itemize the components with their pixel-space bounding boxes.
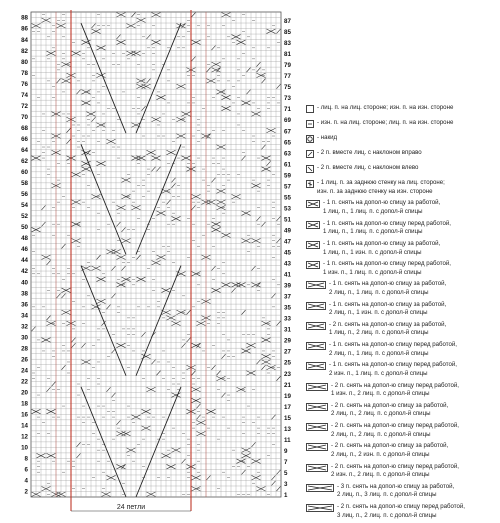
cable-3-3-right-icon bbox=[306, 484, 334, 492]
row-number-right: 87 bbox=[284, 18, 291, 26]
row-number-right: 3 bbox=[284, 480, 288, 488]
cable-2-1-left-b-icon bbox=[306, 383, 328, 391]
cable-1-1-left-icon-glyph bbox=[307, 222, 319, 228]
legend-glyph-stroke bbox=[308, 152, 312, 156]
cable-1-2-right-purl-icon-glyph bbox=[307, 303, 325, 309]
row-number-right: 39 bbox=[284, 282, 291, 290]
legend-text: - накид bbox=[317, 134, 338, 142]
row-number-left: 20 bbox=[21, 389, 28, 397]
row-number-left: 44 bbox=[21, 257, 28, 265]
cable-2-1-left-purl-icon-glyph bbox=[307, 363, 325, 369]
row-number-left: 12 bbox=[21, 433, 28, 441]
cable-2-2-right-icon-glyph bbox=[307, 404, 327, 410]
row-number-left: 64 bbox=[21, 146, 28, 154]
legend-text: - 2 п. снять на допол-ю спицу перед работой, 2 изн. п., 2 лиц. п. с допол-й спицы bbox=[331, 462, 459, 479]
legend-item bbox=[306, 341, 498, 358]
row-number-left: 34 bbox=[21, 312, 28, 320]
row-number-left: 58 bbox=[21, 180, 28, 188]
row-number-right: 25 bbox=[284, 359, 291, 367]
row-number-right: 45 bbox=[284, 249, 291, 257]
legend-text: - изн. п. на лиц. стороне; лиц. п. на изн. стороне bbox=[317, 119, 454, 127]
circle-yo-icon-glyph bbox=[307, 136, 313, 142]
legend-text: - 1 п. снять на допол-ю спицу перед работой, 2 изн. п., 1 лиц. п. с допол-й спицы bbox=[329, 361, 457, 377]
right-slant-icon-glyph bbox=[307, 151, 313, 157]
legend-text: - 1 п. снять на допол-ю спицу за работой, 2 лиц. п., 1 изн. п. с допол-й спицы bbox=[329, 300, 447, 317]
row-number-left: 88 bbox=[21, 14, 28, 22]
row-number-left: 52 bbox=[21, 213, 28, 221]
legend-item bbox=[306, 240, 498, 257]
row-number-right: 61 bbox=[284, 161, 291, 169]
legend-text: - 2 п. снять на допол-ю спицу перед работой, 3 лиц. п., 2 лиц. п. с допол-й спицы bbox=[337, 502, 465, 519]
legend-item bbox=[306, 301, 498, 318]
row-number-right: 49 bbox=[284, 227, 291, 235]
cable-1-1-left-icon bbox=[306, 221, 320, 229]
row-number-right: 15 bbox=[284, 414, 291, 422]
row-number-left: 38 bbox=[21, 290, 28, 298]
cable-1-2-right-icon bbox=[306, 281, 326, 289]
legend-text: - 1 п. снять на допол-ю спицу перед работой, 1 изн. п., 1 лиц. п. с допол-й спицы bbox=[323, 260, 451, 276]
legend-item bbox=[306, 463, 498, 480]
row-number-left: 76 bbox=[21, 80, 28, 88]
cable-2-1-left-b-icon-glyph bbox=[307, 384, 327, 390]
row-number-left: 60 bbox=[21, 169, 28, 177]
cable-1-1-right-purl-icon bbox=[306, 241, 320, 249]
row-number-left: 50 bbox=[21, 224, 28, 232]
cable-1-2-right-purl-icon bbox=[306, 302, 326, 310]
row-number-left: 84 bbox=[21, 36, 28, 44]
row-number-left: 36 bbox=[21, 301, 28, 309]
row-number-right: 19 bbox=[284, 392, 291, 400]
repeat-width-label: 24 петли bbox=[116, 504, 146, 511]
row-number-left: 86 bbox=[21, 25, 28, 33]
row-number-left: 54 bbox=[21, 202, 28, 210]
cable-2-1-left-icon-glyph bbox=[307, 343, 325, 349]
empty-square-icon bbox=[306, 105, 314, 113]
cable-2-2-left-purl-icon bbox=[306, 464, 328, 472]
left-slant-icon-glyph bbox=[307, 166, 313, 172]
legend-item bbox=[306, 149, 498, 161]
legend-item bbox=[306, 119, 498, 131]
row-number-right: 75 bbox=[284, 84, 291, 92]
row-number-right: 55 bbox=[284, 194, 291, 202]
cable-1-2-right-icon-glyph bbox=[307, 282, 325, 288]
cable-2-1-left-icon bbox=[306, 342, 326, 350]
legend-text: - 2 п. снять на допол-ю спицу перед работой, 2 лиц. п., 2 лиц. п. с допол-й спицы bbox=[331, 422, 459, 438]
left-slant-icon bbox=[306, 165, 314, 173]
row-number-left: 56 bbox=[21, 191, 28, 199]
legend-text: - лиц. п. на лиц. стороне; изн. п. на изн. стороне bbox=[317, 104, 454, 111]
legend-item bbox=[306, 503, 498, 520]
row-number-right: 35 bbox=[284, 304, 291, 312]
legend-item bbox=[306, 382, 498, 399]
row-number-left: 4 bbox=[24, 477, 28, 485]
twisted-stitch-icon bbox=[306, 180, 314, 188]
cable-1-1-left-purl-icon-glyph bbox=[307, 262, 319, 268]
row-number-right: 67 bbox=[284, 128, 291, 136]
legend-text: - 1 п. снять на допол-ю спицу перед работой, 1 лиц. п., 1 лиц. п. с допол-й спицы bbox=[323, 219, 451, 236]
row-number-right: 5 bbox=[284, 469, 288, 477]
dash-square-icon bbox=[306, 120, 314, 128]
row-number-right: 71 bbox=[284, 106, 291, 114]
legend-item bbox=[306, 321, 498, 338]
cable-3-3-left-icon bbox=[306, 504, 334, 512]
legend-item bbox=[306, 280, 498, 297]
row-number-left: 62 bbox=[21, 158, 28, 166]
row-number-right: 57 bbox=[284, 183, 291, 191]
cable-1-1-right-purl-icon-glyph bbox=[307, 242, 319, 248]
row-number-left: 32 bbox=[21, 323, 28, 331]
row-number-right: 29 bbox=[284, 337, 291, 345]
row-number-right: 43 bbox=[284, 260, 291, 268]
row-number-right: 69 bbox=[284, 117, 291, 125]
cable-3-3-right-icon-glyph bbox=[307, 485, 333, 491]
row-number-right: 81 bbox=[284, 51, 291, 59]
cable-2-2-left-purl-icon-glyph bbox=[307, 465, 327, 471]
row-number-right: 11 bbox=[284, 436, 291, 444]
row-number-right: 79 bbox=[284, 62, 291, 70]
cable-2-2-right-purl-icon bbox=[306, 443, 328, 451]
legend-text: - 2 п. снять на допол-ю спицу перед работой, 1 изн. п., 2 лиц. п. с допол-й спицы bbox=[331, 381, 459, 398]
row-number-right: 7 bbox=[284, 458, 288, 466]
row-number-right: 9 bbox=[284, 447, 288, 455]
row-number-right: 1 bbox=[284, 492, 288, 499]
dash-square-icon-glyph bbox=[307, 121, 313, 127]
row-number-right: 31 bbox=[284, 326, 291, 334]
row-number-left: 18 bbox=[21, 400, 28, 408]
legend-item bbox=[306, 422, 498, 439]
row-number-left: 82 bbox=[21, 47, 28, 55]
row-number-right: 59 bbox=[284, 172, 291, 180]
cable-2-2-right-purl-icon-glyph bbox=[307, 444, 327, 450]
row-number-right: 37 bbox=[284, 293, 291, 301]
row-number-left: 68 bbox=[21, 124, 28, 132]
row-number-right: 51 bbox=[284, 216, 291, 224]
row-number-right: 77 bbox=[284, 73, 291, 81]
row-number-right: 33 bbox=[284, 315, 291, 323]
legend-item bbox=[306, 164, 498, 176]
legend-item bbox=[306, 361, 498, 378]
row-number-left: 28 bbox=[21, 345, 28, 353]
row-number-right: 53 bbox=[284, 205, 291, 213]
row-number-left: 30 bbox=[21, 334, 28, 342]
row-number-left: 10 bbox=[21, 444, 28, 452]
row-number-left: 66 bbox=[21, 135, 28, 143]
cable-2-1-right-icon bbox=[306, 322, 326, 330]
row-number-right: 27 bbox=[284, 348, 291, 356]
legend-item bbox=[306, 104, 498, 116]
legend-item bbox=[306, 260, 498, 277]
right-slant-icon bbox=[306, 150, 314, 158]
legend-item bbox=[306, 442, 498, 459]
cable-2-2-right-icon bbox=[306, 403, 328, 411]
legend-item bbox=[306, 220, 498, 237]
circle-yo-icon bbox=[306, 135, 314, 143]
row-number-left: 48 bbox=[21, 235, 28, 243]
row-number-right: 85 bbox=[284, 29, 291, 37]
cable-1-1-right-icon bbox=[306, 200, 320, 208]
row-number-right: 47 bbox=[284, 238, 291, 246]
cable-1-1-left-purl-icon bbox=[306, 261, 320, 269]
row-number-right: 73 bbox=[284, 95, 291, 103]
legend-text: - 1 п. снять на допол-ю спицу за работой, 1 лиц. п., 1 изн. п. с допол-й спицы bbox=[323, 239, 441, 256]
row-number-left: 2 bbox=[24, 488, 28, 496]
legend-text: - 2 п. снять на допол-ю спицу за работой, 2 лиц. п., 2 лиц. п. с допол-й спицы bbox=[331, 401, 449, 418]
row-number-right: 41 bbox=[284, 271, 291, 279]
legend-text: - 1 п. снять на допол-ю спицу за работой, 2 лиц. п., 1 лиц. п. с допол-й спицы bbox=[329, 280, 447, 296]
legend-item bbox=[306, 402, 498, 419]
row-number-left: 70 bbox=[21, 113, 28, 121]
row-number-left: 40 bbox=[21, 279, 28, 287]
cable-2-1-left-purl-icon bbox=[306, 362, 326, 370]
legend-text: - 1 п. снять на допол-ю спицу за работой, 1 лиц. п., 1 лиц. п. с допол-й спицы bbox=[323, 199, 441, 216]
row-number-left: 24 bbox=[21, 367, 28, 375]
row-number-left: 26 bbox=[21, 356, 28, 364]
row-number-left: 6 bbox=[24, 466, 28, 474]
cable-3-3-left-icon-glyph bbox=[307, 505, 333, 511]
row-number-right: 83 bbox=[284, 40, 291, 48]
row-number-left: 14 bbox=[21, 422, 28, 430]
symbol-legend bbox=[306, 104, 498, 523]
row-number-right: 23 bbox=[284, 370, 291, 378]
legend-item bbox=[306, 134, 498, 146]
row-number-left: 22 bbox=[21, 378, 28, 386]
legend-glyph-stroke bbox=[308, 167, 312, 171]
row-number-left: 74 bbox=[21, 91, 28, 99]
legend-text: - 2 п. снять на допол-ю спицу за работой, 1 лиц. п., 2 лиц. п. с допол-й спицы bbox=[329, 320, 447, 337]
legend-item bbox=[306, 483, 498, 500]
legend-text: - 1 п. снять на допол-ю спицу перед работой, 2 лиц. п., 1 лиц. п. с допол-й спицы bbox=[329, 341, 457, 357]
legend-text: - 2 п. вместе лиц. с наклоном влево bbox=[317, 164, 419, 172]
cable-2-2-left-icon-glyph bbox=[307, 424, 327, 430]
row-number-left: 16 bbox=[21, 411, 28, 419]
legend-text: - 3 п. снять на допол-ю спицу за работой, 2 лиц. п., 3 лиц. п. с допол-й спицы bbox=[337, 482, 455, 499]
row-number-right: 21 bbox=[284, 381, 291, 389]
legend-item bbox=[306, 199, 498, 216]
cable-2-2-left-icon bbox=[306, 423, 328, 431]
empty-square-icon-glyph bbox=[307, 106, 313, 112]
legend-text: - 2 п. снять на допол-ю спицу за работой, 2 лиц. п., 2 изн. п. с допол-й спицы bbox=[331, 442, 449, 458]
legend-item bbox=[306, 179, 498, 196]
row-number-left: 80 bbox=[21, 58, 28, 66]
row-number-left: 8 bbox=[24, 455, 28, 463]
row-number-left: 46 bbox=[21, 246, 28, 254]
row-number-right: 17 bbox=[284, 403, 291, 411]
legend-text: - 1 лиц. п. за заднюю стенку на лиц. стороне; изн. п. за заднюю стенку на изн. стороне bbox=[317, 179, 445, 195]
cable-1-1-right-icon-glyph bbox=[307, 201, 319, 207]
cable-2-1-right-icon-glyph bbox=[307, 323, 325, 329]
twisted-stitch-icon-glyph bbox=[307, 181, 313, 187]
row-number-left: 72 bbox=[21, 102, 28, 110]
legend-glyph-circle bbox=[308, 137, 312, 141]
row-number-right: 65 bbox=[284, 139, 291, 147]
row-number-right: 63 bbox=[284, 150, 291, 158]
row-number-left: 42 bbox=[21, 268, 28, 276]
row-number-left: 78 bbox=[21, 69, 28, 77]
row-number-right: 13 bbox=[284, 425, 291, 433]
legend-text: - 2 п. вместе лиц. с наклоном вправо bbox=[317, 149, 422, 157]
